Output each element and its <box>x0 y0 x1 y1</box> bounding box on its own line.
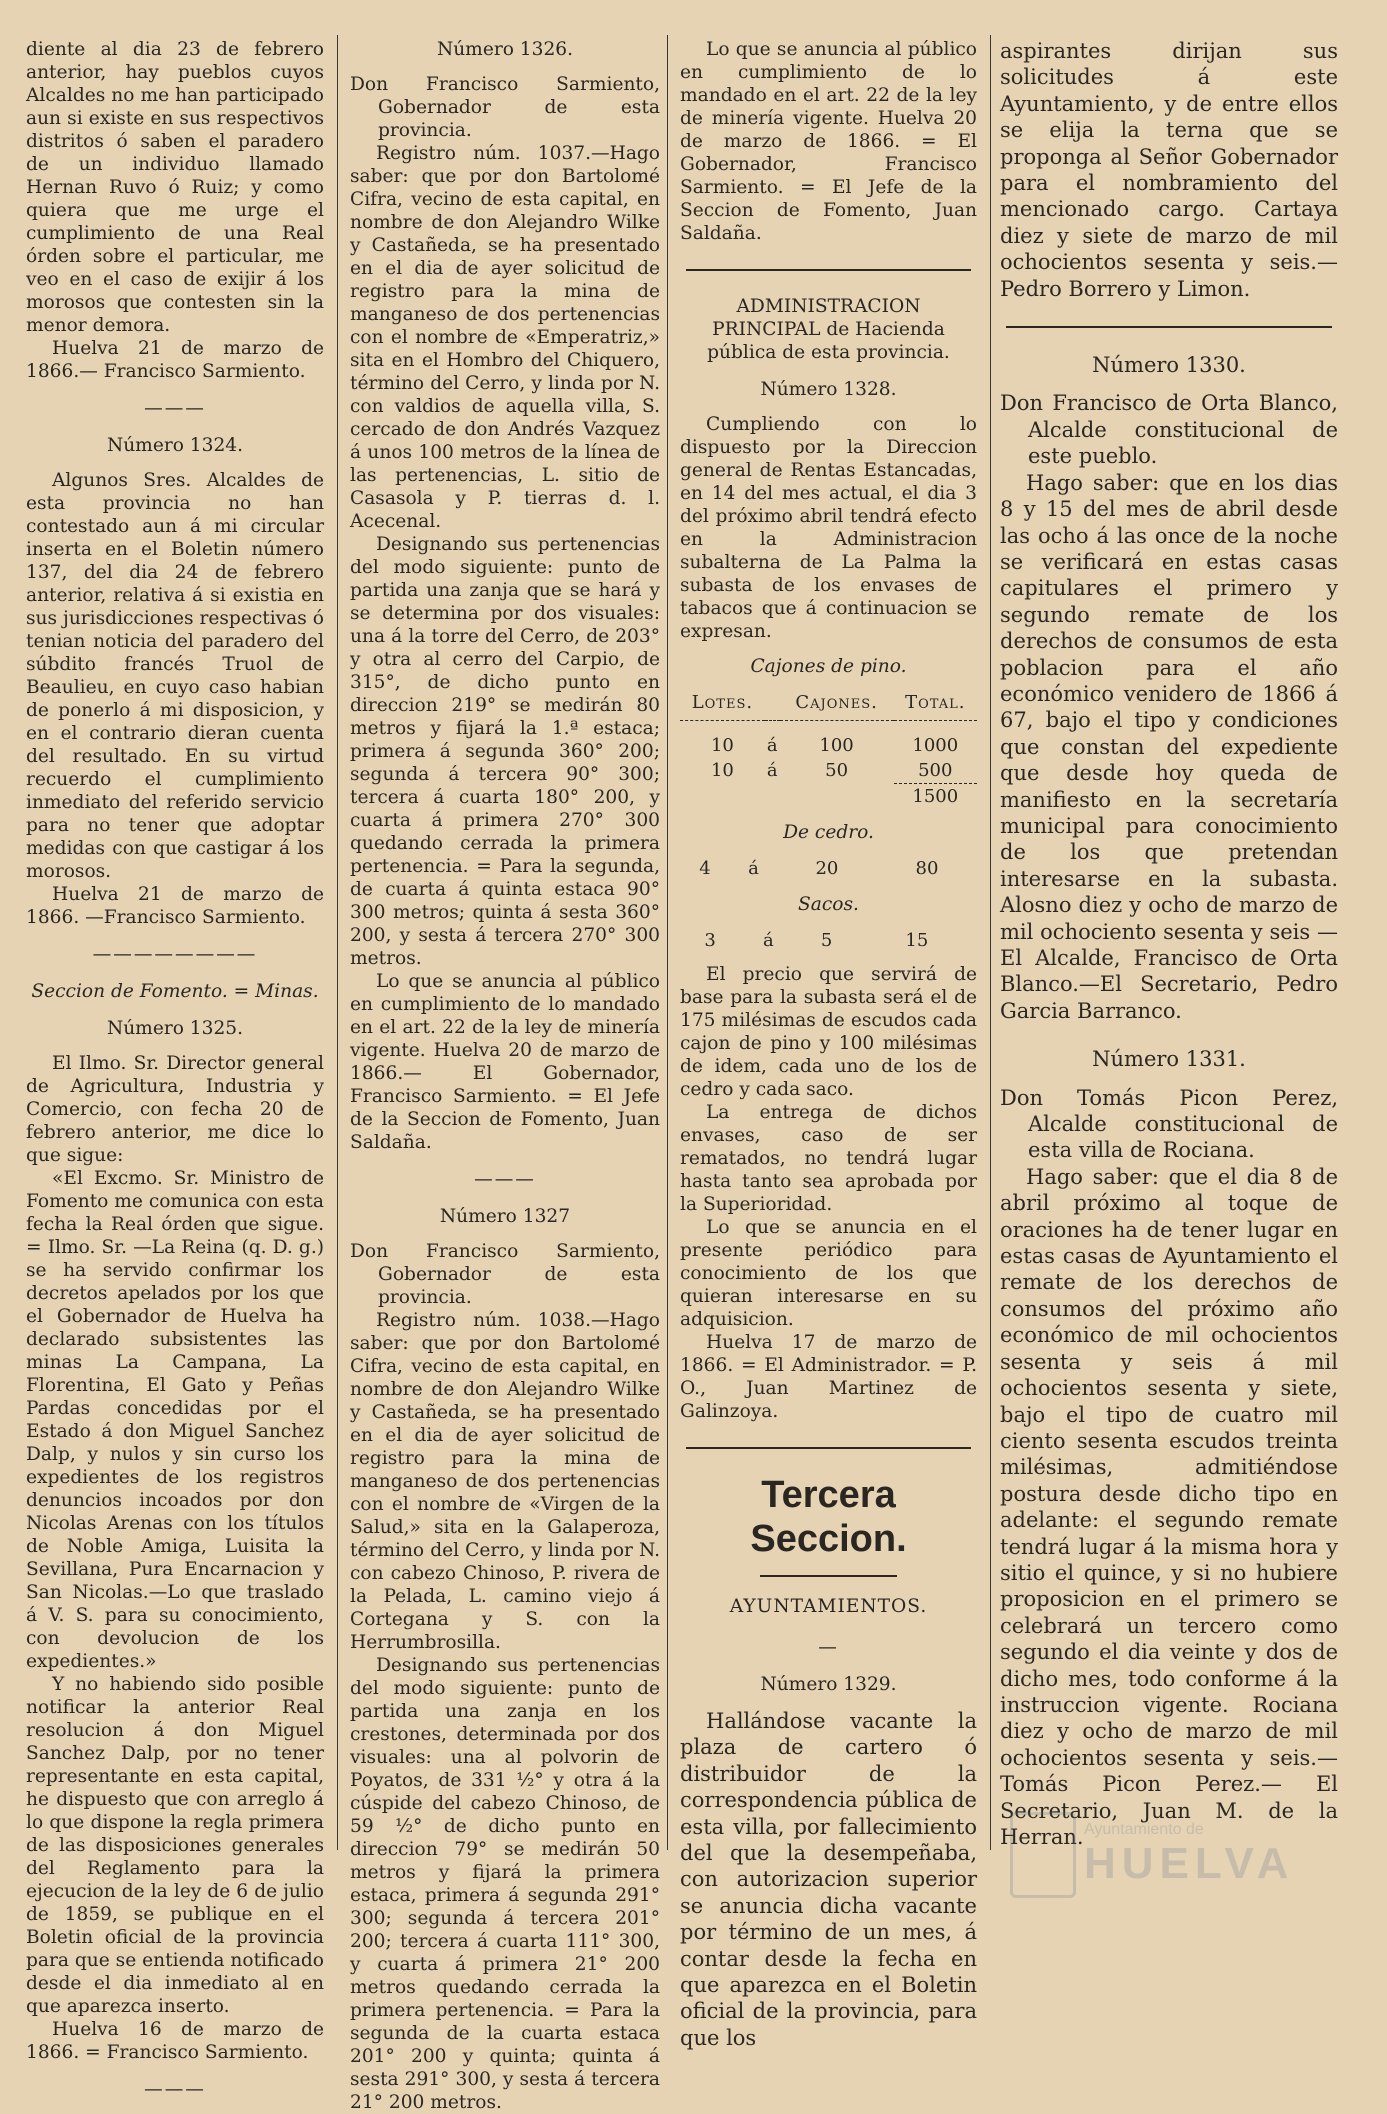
paragraph: aspirantes dirijan sus solicitudes á este Ayuntamiento, y de entre ellos se elija la terna que se proponga al Señor Gobernador para el nombramiento del mencionado cargo. Cartaya diez y siete de marzo de mil ochocientos sesenta y seis.—Pedro Borrero y Limon. <box>1000 39 1338 301</box>
divider <box>1006 326 1332 328</box>
signature: Huelva 21 de marzo de 1866. —Francisco Sarmiento. <box>26 884 324 928</box>
paragraph: Hago saber: que el dia 8 de abril próximo al toque de oraciones ha de tener lugar en estas casas de Ayuntamiento el remate de los derechos de consumos del próximo año económico de mil ochocientos sesenta y seis á mil ochocientos sesenta y siete, bajo el tipo de cuatro mil ciento sesenta escudos treinta milésimas, admitiéndose postura desde dicho tipo en adelante: el segundo remate tendrá lugar á la misma hora y sitio el quince, y si no hubiere proposicion en el primero se celebrará un tercero como segundo el dia veinte y dos de dicho mes, todo conforme á la instruccion vigente. Rociana diez y ocho de marzo de mil ochocientos sesenta y seis.—Tomás Picon Perez.— El Secretario, Juan M. de la Herran. <box>1000 1164 1338 1849</box>
table-title: De cedro. <box>783 822 874 843</box>
cell-lotes: 4 <box>699 858 711 879</box>
signature: Huelva 16 de marzo de 1866. = Francisco Sarmiento. <box>26 2019 324 2063</box>
column-1 <box>26 38 324 2100</box>
table-row <box>680 928 977 953</box>
cell-cajones: 50 <box>825 760 849 782</box>
signature: Huelva 17 de marzo de 1866. = El Administrador. = P. O., Juan Martinez de Galinzoya. <box>680 1332 977 1422</box>
column-rule <box>337 35 338 1850</box>
notice-heading: Don Francisco Sarmiento, Gobernador de esta provincia. <box>350 1241 660 1308</box>
cell-sum: 1500 <box>894 784 977 810</box>
column-header-spacer <box>765 690 780 721</box>
separator: ——— <box>144 2079 206 2100</box>
sacos-table <box>680 928 977 953</box>
divider <box>686 1447 971 1449</box>
notice-heading: Don Francisco Sarmiento, Gobernador de esta provincia. <box>350 74 660 141</box>
separator: — <box>818 1637 839 1658</box>
paragraph: Designando sus pertenencias del modo siguiente: punto de partida una zanja que se hará y se determina por dos visuales: una á la torre del Cerro, de 203° y otra al cerro del Carpio, de 315°, de dicho punto en direccion 219° se medirán 80 metros y fijará la 1.ª estaca; primera á segunda 360° 200; segunda á tercera 90° 300; tercera á cuarta 180° 200, y cuarta á primera 270° 300 quedando cerrada la primera pertenencia. = Para la segunda, de cuarta á quinta estaca 90° 300 metros; quinta á sesta 360° 200, y sesta á tercera 270° 300 metros. <box>350 534 660 969</box>
paragraph: Lo que se anuncia al público en cumplimiento de lo mandado en el art. 22 de la ley de minería vigente. Huelva 20 de marzo de 1866. = El Gobernador, Francisco Sarmiento. = El Jefe de la Seccion de Fomento, Juan Saldaña. <box>680 39 977 244</box>
table-row <box>680 856 977 881</box>
notice-number: Número 1326. <box>436 39 574 60</box>
separator: ———————— <box>92 944 258 965</box>
paragraph: Cumpliendo con lo dispuesto por la Direccion general de Rentas Estancadas, en 14 del mes actual, el dia 3 del próximo abril tendrá efecto en la Administracion subalterna de La Palma la subasta de los envases de tabacos que á continuacion se expresan. <box>680 414 977 642</box>
paragraph: Algunos Sres. Alcaldes de esta provincia no han contestado aun á mi circular inserta en el Boletin número 137, del dia 24 de febrero anterior, relativa á si existia en sus jurisdicciones respectivas ó tenian noticia del paradero del súbdito francés Truol de Beaulieu, en cuyo caso habian de ponerlo á mi disposicion, y en el contrario dieran cuenta del resultado. En su virtud recuerdo el cumplimiento inmediato del referido servicio para no tener que adoptar medidas con que castigar á los morosos. <box>26 470 324 882</box>
paragraph: El precio que servirá de base para la subasta será el de 175 milésimas de escudos cada cajon de pino y 100 milésimas de idem, cada uno de los de cedro y cada saco. <box>680 964 977 1100</box>
cell-a: á <box>762 930 774 951</box>
table-title: Cajones de pino. <box>750 656 907 677</box>
cedro-table <box>680 856 977 881</box>
notice-number: Número 1324. <box>106 435 244 456</box>
cell-total: 500 <box>918 760 953 781</box>
column-header: Cajones. <box>780 690 894 721</box>
table-row <box>680 733 977 758</box>
notice-heading: Don Francisco de Orta Blanco, Alcalde constitucional de este pueblo. <box>1000 391 1338 469</box>
cell-total: 1000 <box>912 735 959 756</box>
paragraph: El Ilmo. Sr. Director general de Agricultura, Industria y Comercio, con fecha 20 de febrero anterior, me dice lo que sigue: <box>26 1053 324 1166</box>
column-header: Lotes. <box>680 690 765 721</box>
signature: Huelva 21 de marzo de 1866.— Francisco Sarmiento. <box>26 338 324 382</box>
notice-number: Número 1325. <box>106 1018 244 1039</box>
city-crest-icon <box>1010 1812 1076 1898</box>
column-4 <box>1000 38 1338 1910</box>
spacer <box>680 721 977 734</box>
cell-cajones: 20 <box>815 858 839 879</box>
watermark-line-1: Ayuntamiento de <box>1084 1821 1204 1838</box>
notice-number: Número 1329. <box>760 1674 897 1695</box>
paragraph: Registro núm. 1038.—Hago saber: que por don Bartolomé Cifra, vecino de esta capital, en nombre de don Alejandro Wilke y Castañeda, se ha presentado en el dia de ayer solicitud de registro para la mina de manganeso de dos pertenencias con el nombre de «Virgen de la Salud,» sita en la Galaperoza, término del Cerro, y linda por N. con cabezo Chinoso, P. rivera de la Pelada, L. camino viejo á Cortegana y S. con la Herrumbrosilla. <box>350 1310 660 1653</box>
paragraph: Hago saber: que en los dias 8 y 15 del mes de abril desde las ocho á las once de la noche se verificará en estas casas capitulares el primero y segundo remate de los derechos de consumos de esta poblacion para el año económico venidero de 1866 á 67, bajo el tipo y condiciones que constan del expediente que desde hoy queda de manifiesto en la secretaría municipal para conocimiento de los que pretendan interesarse en la subasta. Alosno diez y ocho de marzo de mil ochociento sesenta y seis —El Alcalde, Francisco de Orta Blanco.—El Secretario, Pedro Garcia Barranco. <box>1000 470 1338 1023</box>
cell-cajones: 5 <box>820 930 833 951</box>
notice-number: Número 1331. <box>1092 1047 1246 1072</box>
paragraph: Registro núm. 1037.—Hago saber: que por don Bartolomé Cifra, vecino de esta capital, en nombre de don Alejandro Wilke y Castañeda, se ha presentado en el dia de ayer solicitud de registro para la mina de manganeso de dos pertenencias con el nombre de «Emperatriz,» sita en el Hombro del Chiquero, término del Cerro, y linda por N. con valdios de aquella villa, S. cercado de don Andrés Vazquez á unos 100 metros de la línea de las pertenencias, L. sitio de Casasola y P. tierras d. l. Acecenal. <box>350 143 660 532</box>
table-row-sum <box>680 784 977 810</box>
column-header: Total. <box>894 690 977 721</box>
cell-cajones: 100 <box>819 735 854 756</box>
paragraph: Designando sus pertenencias del modo siguiente: punto de partida una zanja en los crestones, determinada por dos visuales: una al polvorin de Poyatos, de 331 ½° y otra á la cúspide del cabezo Chinoso, de 59 ½° de dicho punto en direccion 79° se medirán 50 metros y fijará la primera estaca, primera á segunda 291° 300; segunda á tercera 201° 200; tercera á cuarta 111° 300, y cuarta á primera 21° 200 metros quedando cerrada la primera pertenencia. = Para la segunda de la cuarta estaca 201° 200 y quinta; quinta á sesta 291° 300, y sesta á tercera 21° 200 metros. <box>350 1655 660 2113</box>
cell-a: á <box>766 735 778 756</box>
archive-watermark <box>1010 1810 1350 1900</box>
section-title: Tercera Seccion. <box>750 1474 907 1560</box>
paragraph: «El Excmo. Sr. Ministro de Fomento me comunica con esta fecha la Real órden que sigue. = Ilmo. Sr. —La Reina (q. D. g.) se ha servido confirmar los decretos apelados por los que el Gobernador de Huelva ha declarado subsistentes las minas La Campana, La Florentina, El Gato y Peñas Pardas concedidas por el Estado á don Miguel Sanchez Dalp, y nulos y sin curso los expedientes de los registros denuncios incoados por don Nicolas Arenas con los títulos de Noble Amiga, Luisita la Sevillana, Pura Encarnacion y San Nicolas.—Lo que traslado á V. S. para su conocimiento, con devolucion de los expedientes.» <box>26 1168 324 1672</box>
notice-number: Número 1327 <box>439 1206 571 1227</box>
paragraph: La entrega de dichos envases, caso de ser rematados, no tendrá lugar hasta tanto sea aprobada por la Superioridad. <box>680 1102 977 1215</box>
column-rule <box>990 35 991 1850</box>
separator: ——— <box>474 1169 536 1190</box>
cell-lotes: 10 <box>710 735 734 756</box>
paragraph: diente al dia 23 de febrero anterior, hay pueblos cuyos Alcaldes no me han participado aun si existe en sus respectivos distritos ó saben el paradero de un individuo llamado Hernan Ruvo ó Ruiz; y como quiera que me urge el cumplimiento de una Real órden sobre el particular, me veo en el caso de exijir á los morosos que contesten sin la menor demora. <box>26 39 324 336</box>
column-2 <box>350 38 660 2113</box>
divider <box>686 269 971 271</box>
lots-table <box>680 690 977 809</box>
paragraph: Lo que se anuncia al público en cumplimiento de lo mandado en el art. 22 de la ley de minería vigente. Huelva 20 de marzo de 1866.— El Gobernador, Francisco Sarmiento. = El Jefe de la Seccion de Fomento, Juan Saldaña. <box>350 971 660 1153</box>
paragraph: Hallándose vacante la plaza de cartero ó distribuidor de la correspondencia pública de esta villa, por fallecimiento del que la desempeñaba, con autorizacion superior se anuncia dicha vacante por término de un mes, á contar desde la fecha en que aparezca en el Boletin oficial de la provincia, para que los <box>680 1709 977 2050</box>
notice-number: Número 1328. <box>760 379 897 400</box>
section-heading: Seccion de Fomento. = Minas. <box>31 981 319 1002</box>
notice-number: Número 1330. <box>1092 353 1246 378</box>
table-row <box>680 758 977 784</box>
notice-heading: Don Tomás Picon Perez, Alcalde constitucional de esta villa de Rociana. <box>1000 1085 1338 1163</box>
column-rule <box>667 35 668 1850</box>
divider <box>760 1575 897 1577</box>
cell-a: á <box>748 858 759 879</box>
cell-total: 15 <box>905 930 929 951</box>
cell-total: 80 <box>915 858 939 879</box>
column-3 <box>680 38 977 2050</box>
subsection-heading: AYUNTAMIENTOS. <box>729 1596 928 1617</box>
cell-lotes: 3 <box>704 930 716 951</box>
watermark-line-2: HUELVA <box>1084 1839 1295 1888</box>
separator: ——— <box>144 398 206 419</box>
office-heading: ADMINISTRACION PRINCIPAL de Hacienda pública de esta provincia. <box>707 296 950 363</box>
paragraph: Y no habiendo sido posible notificar la anterior Real resolucion á don Miguel Sanchez Dalp, por no tener representante en esta capital, he dispuesto que con arreglo á lo que dispone la regla primera de las disposiciones generales del Reglamento para la ejecucion de la ley de 6 de julio de 1859, se publique en el Boletin oficial de la provincia para que se entienda notificado desde el dia inmediato al en que aparezca inserto. <box>26 1674 324 2017</box>
cell-lotes: 10 <box>710 760 734 782</box>
table-title: Sacos. <box>798 894 859 915</box>
cell-a: á <box>766 760 778 782</box>
paragraph: Lo que se anuncia en el presente periódico para conocimiento de los que quieran interesarse en su adquisicion. <box>680 1217 977 1330</box>
